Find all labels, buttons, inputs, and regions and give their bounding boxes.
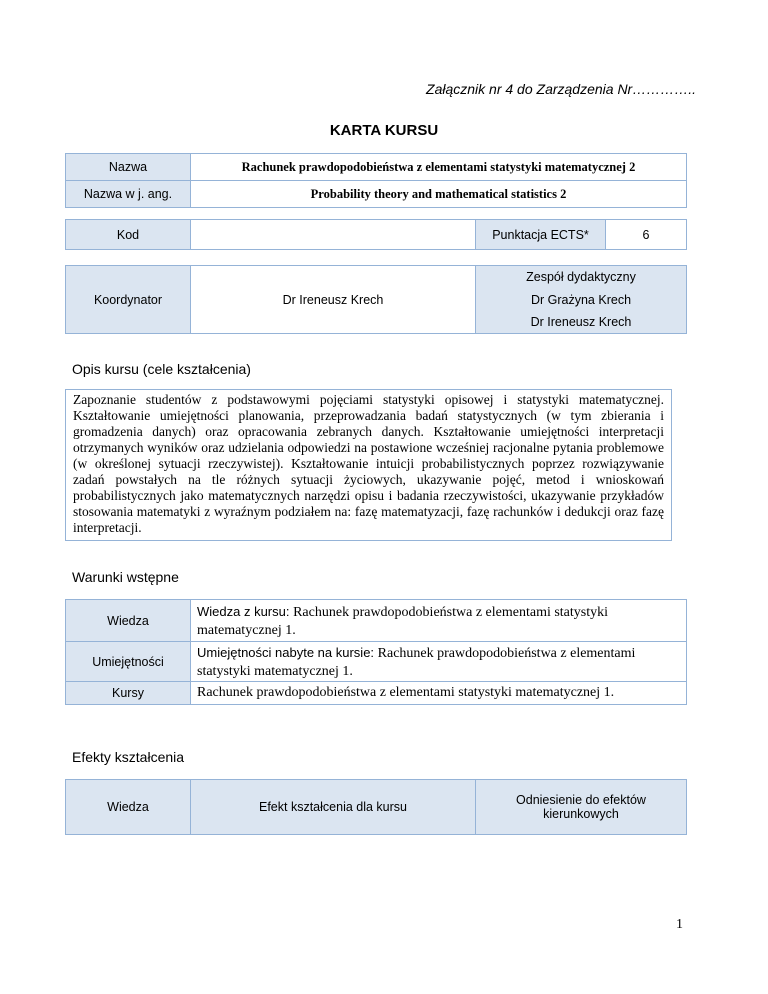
prereq-skills-course: Rachunek prawdopodobieństwa z elementami statystyki matematycznej 1. — [197, 645, 636, 679]
code-label: Kod — [66, 220, 191, 250]
prereq-skills-value — [191, 642, 687, 682]
name-en-value: Probability theory and mathematical statistics 2 — [191, 181, 687, 208]
coordinator-name: Dr Ireneusz Krech — [191, 266, 476, 334]
ects-label: Punktacja ECTS* — [476, 220, 606, 250]
prereq-skills-label: Umiejętności — [66, 642, 191, 682]
outcomes-heading: Efekty kształcenia — [72, 749, 185, 765]
description-text: Zapoznanie studentów z podstawowymi pojęciami statystyki opisowej i statystyki matematycznej. Kształtowanie umiejętności planowania, przeprowadzania badań statystycznych (w tym zbierania i gromadzenia danych) oraz opracowania zebranych danych. Kształtowanie umiejętności interpretacji otrzymanych wyników oraz udzielania odpowiedzi na postawione wcześniej racjonalne pytania problemowe (w określonej sytuacji rzeczywistej). Kształtowanie intuicji probabilistycznych poprzez rozwiązywanie zadań powstałych na tle różnych sytuacji życiowych, ukazywanie pojęć, metod i wnioskowań probabilistycznych jako matematycznych narzędzi opisu i badania rzeczywistości, ukazywanie przykładów stosowania matematyki z wyraźnym podziałem na: fazę matematyzacji, fazę rachunków i dedukcji oraz fazę interpretacji. — [65, 389, 672, 541]
name-label: Nazwa — [66, 154, 191, 181]
team-member: Dr Grażyna Krech — [476, 289, 687, 311]
outcomes-table — [65, 779, 687, 835]
outcomes-col-effect: Efekt kształcenia dla kursu — [191, 780, 476, 835]
prerequisites-table — [65, 599, 687, 705]
outcomes-col-reference: Odniesienie do efektów kierunkowych — [476, 780, 687, 835]
course-name-table — [65, 153, 687, 208]
prereq-knowledge-course: Rachunek prawdopodobieństwa z elementami statystyki matematycznej 1. — [197, 604, 609, 638]
coordinator-table — [65, 265, 687, 334]
ects-value: 6 — [606, 220, 687, 250]
description-heading: Opis kursu (cele kształcenia) — [72, 361, 251, 377]
code-value — [191, 220, 476, 250]
document-title: KARTA KURSU — [329, 122, 439, 139]
prereq-knowledge-label: Wiedza — [66, 600, 191, 642]
name-value: Rachunek prawdopodobieństwa z elementami statystyki matematycznej 2 — [191, 154, 687, 181]
page-number: 1 — [676, 917, 683, 932]
prereq-knowledge-value — [191, 600, 687, 642]
coordinator-label: Koordynator — [66, 266, 191, 334]
outcomes-col-knowledge: Wiedza — [66, 780, 191, 835]
prerequisites-heading: Warunki wstępne — [72, 569, 179, 585]
prereq-courses-label: Kursy — [66, 682, 191, 705]
name-en-label: Nazwa w j. ang. — [66, 181, 191, 208]
prereq-skills-prefix: Umiejętności nabyte na kursie: — [197, 644, 378, 660]
prereq-knowledge-prefix: Wiedza z kursu: — [197, 603, 294, 619]
prereq-courses-value: Rachunek prawdopodobieństwa z elementami statystyki matematycznej 1. — [191, 682, 687, 705]
annex-reference: Załącznik nr 4 do Zarządzenia Nr………….. — [426, 81, 696, 97]
team-label: Zespół dydaktyczny — [476, 266, 687, 289]
team-member: Dr Ireneusz Krech — [476, 311, 687, 334]
code-table — [65, 219, 687, 250]
